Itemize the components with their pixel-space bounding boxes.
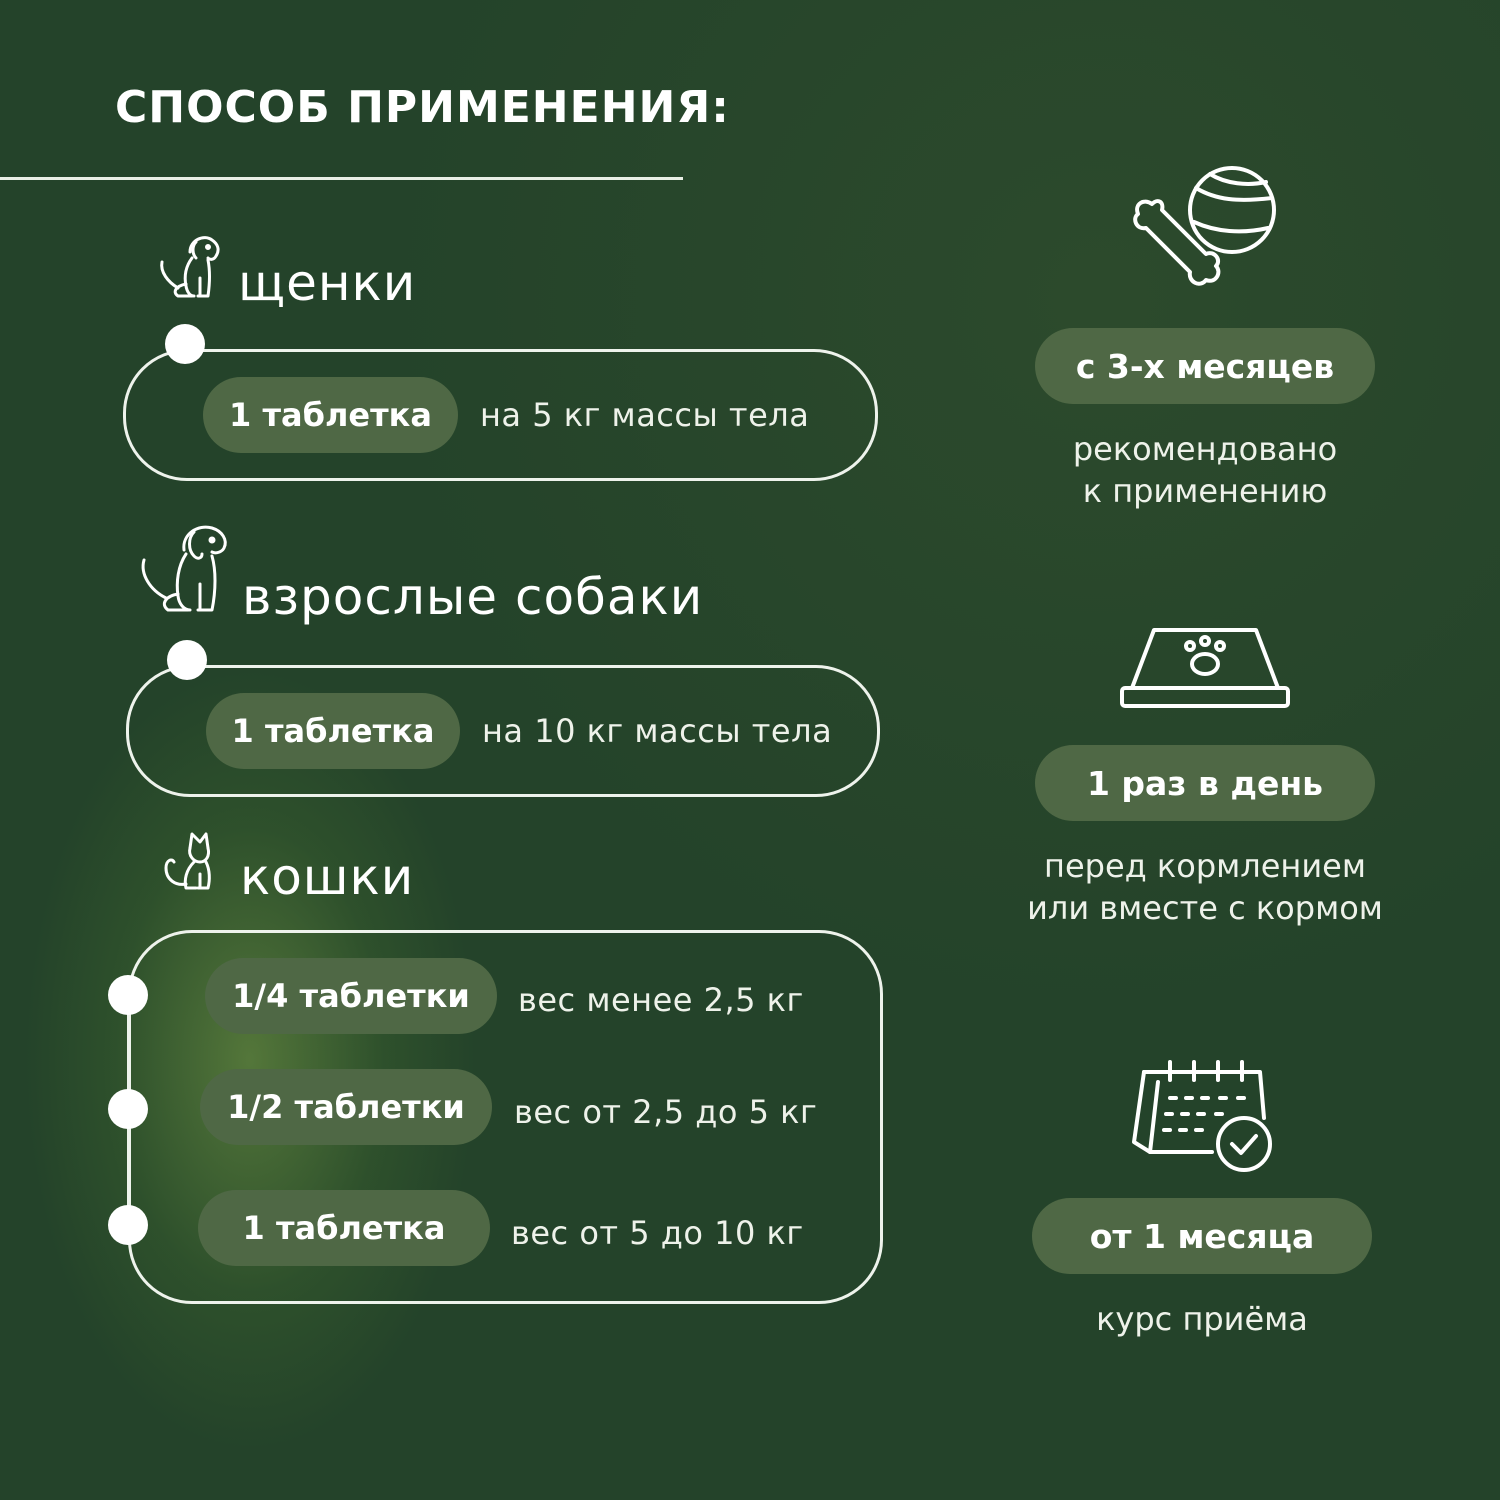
dose-description: вес от 5 до 10 кг — [511, 1214, 804, 1252]
puppy-icon — [152, 232, 224, 302]
dose-description: на 10 кг массы тела — [482, 712, 833, 750]
dose-amount-pill: 1/2 таблетки — [200, 1069, 492, 1145]
section-heading-adult-dogs: взрослые собаки — [242, 568, 704, 626]
note-line: рекомендовано — [1072, 430, 1338, 468]
dose-amount-pill: 1 таблетка — [198, 1190, 490, 1266]
note-line: к применению — [1082, 472, 1328, 510]
timeline-dot — [108, 975, 148, 1015]
info-note-frequency — [985, 845, 1425, 929]
dog-icon — [136, 522, 232, 616]
dose-description: на 5 кг массы тела — [480, 396, 810, 434]
timeline-dot — [167, 640, 207, 680]
info-note-course — [982, 1298, 1422, 1340]
info-note-start-age — [985, 428, 1425, 512]
note-line: перед кормлением — [1044, 847, 1366, 885]
info-pill-frequency: 1 раз в день — [1035, 745, 1375, 821]
section-heading-cats: кошки — [240, 848, 415, 906]
section-heading-puppies: щенки — [238, 254, 417, 312]
title-divider — [0, 177, 683, 180]
dose-description: вес от 2,5 до 5 кг — [514, 1093, 818, 1131]
cat-icon — [156, 828, 216, 894]
note-line: или вместе с кормом — [1027, 889, 1383, 927]
dose-amount-pill: 1 таблетка — [206, 693, 460, 769]
dose-description: вес менее 2,5 кг — [518, 981, 804, 1019]
calendar-check-icon — [1130, 1058, 1276, 1174]
page-title: СПОСОБ ПРИМЕНЕНИЯ: — [115, 82, 730, 133]
note-line: курс приёма — [1096, 1300, 1308, 1338]
timeline-dot — [108, 1205, 148, 1245]
timeline-dot — [165, 324, 205, 364]
bone-and-ball-icon — [1130, 160, 1280, 302]
dose-amount-pill: 1/4 таблетки — [205, 958, 497, 1034]
dose-amount-pill: 1 таблетка — [203, 377, 458, 453]
timeline-dot — [108, 1089, 148, 1129]
info-pill-course: от 1 месяца — [1032, 1198, 1372, 1274]
pet-bowl-icon — [1118, 622, 1292, 712]
info-pill-start-age: с 3-х месяцев — [1035, 328, 1375, 404]
